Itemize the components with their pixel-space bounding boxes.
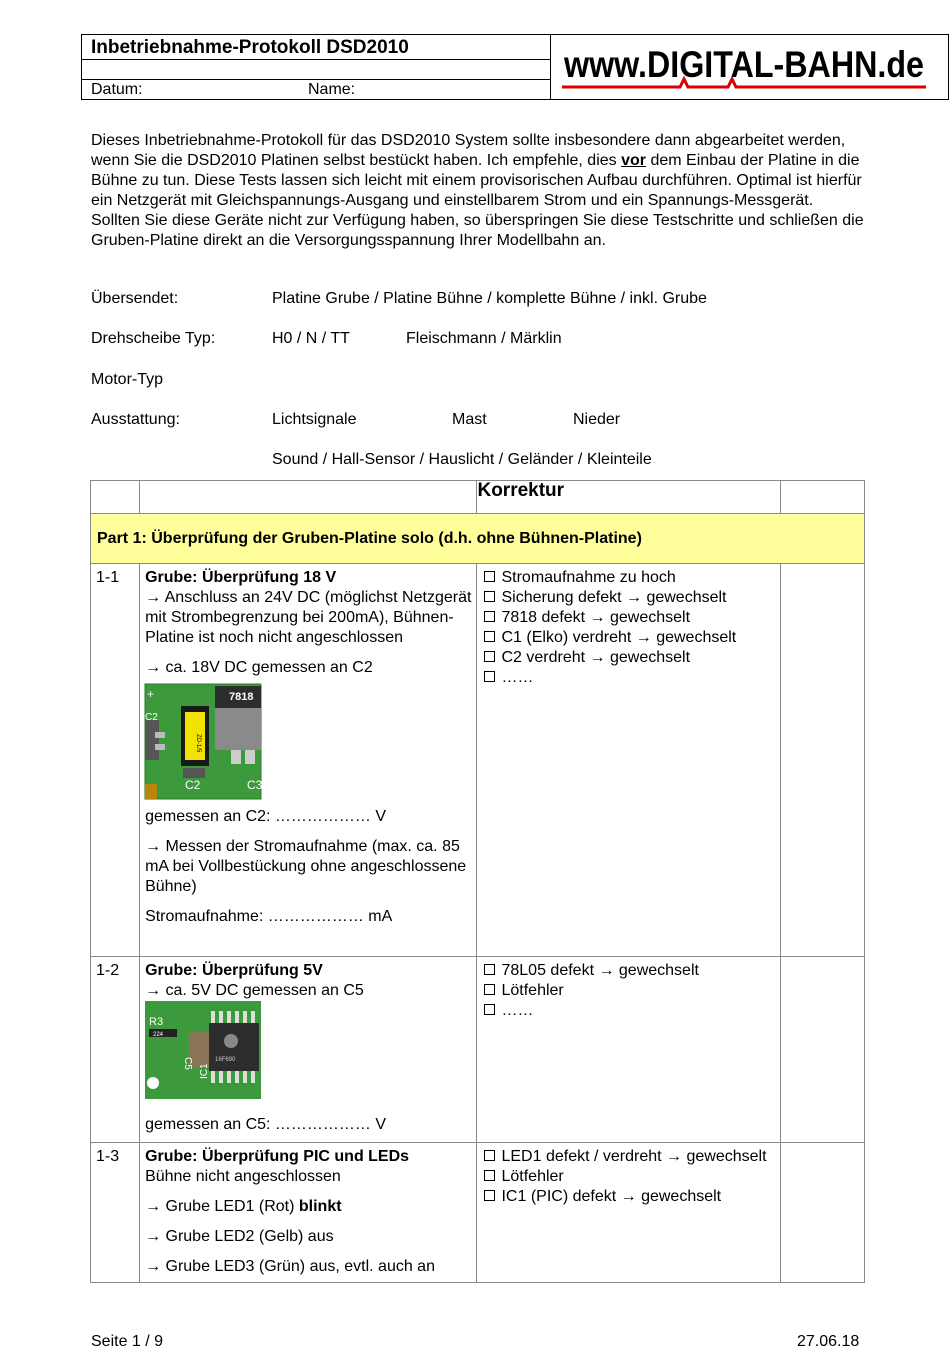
pcb-label: 7818	[229, 691, 254, 703]
ausstattung-option: Mast	[452, 411, 487, 428]
checkbox-icon[interactable]	[484, 671, 495, 682]
check-item[interactable]: Stromaufnahme zu hoch	[482, 568, 775, 588]
check-item[interactable]: 78L05 defekt → gewechselt	[482, 961, 775, 981]
table-header-cell	[91, 481, 140, 514]
drehscheibe-label: Drehscheibe Typ:	[91, 330, 216, 347]
pcb-label: 224	[153, 1032, 164, 1038]
checkbox-icon[interactable]	[484, 1190, 495, 1201]
empty-cell	[780, 957, 864, 1143]
table-row	[91, 1143, 865, 1283]
intro-emphasis: vor	[621, 152, 647, 169]
step-description	[140, 1143, 477, 1283]
step-instruction: → Messen der Stromaufnahme (max. ca. 85 mA bei Vollbestückung ohne angeschlossene Bühne)	[145, 838, 467, 895]
korrektur-header: Korrektur	[477, 481, 780, 514]
pcb-label: R3	[149, 1016, 164, 1028]
ausstattung-option: Lichtsignale	[272, 411, 357, 428]
step-instruction: → ca. 18V DC gemessen an C2	[145, 659, 373, 676]
pcb-label: 16F690	[215, 1057, 236, 1063]
page-number: Seite 1 / 9	[91, 1333, 164, 1350]
svg-text:www.DIGITAL-BAHN.de: www.DIGITAL-BAHN.de	[563, 44, 924, 85]
measurement-line: gemessen an C2: ……………… V	[145, 808, 387, 825]
empty-cell	[780, 564, 864, 957]
document-header	[81, 34, 949, 100]
part-heading: Part 1: Überprüfung der Gruben-Platine solo (d.h. ohne Bühnen-Platine)	[91, 514, 865, 564]
checkbox-icon[interactable]	[484, 1170, 495, 1181]
check-item[interactable]: ……	[482, 1001, 775, 1021]
check-item[interactable]: Lötfehler	[482, 1167, 775, 1187]
step-title: Grube: Überprüfung PIC und LEDs	[145, 1148, 410, 1165]
table-header-cell	[780, 481, 864, 514]
motor-label: Motor-Typ	[91, 371, 164, 388]
check-item[interactable]: C2 verdreht → gewechselt	[482, 648, 775, 668]
checklist-cell	[477, 957, 780, 1143]
check-item[interactable]: ……	[482, 668, 775, 688]
step-description	[140, 957, 477, 1143]
table-row	[91, 564, 865, 957]
pcb-photo	[145, 684, 261, 799]
step-instruction: → Grube LED2 (Gelb) aus	[145, 1228, 334, 1245]
checkbox-icon[interactable]	[484, 591, 495, 602]
table-header-cell	[140, 481, 477, 514]
step-id: 1-3	[91, 1143, 140, 1283]
check-item[interactable]: IC1 (PIC) defekt → gewechselt	[482, 1187, 775, 1207]
step-title: Grube: Überprüfung 5V	[145, 962, 323, 979]
table-row	[91, 957, 865, 1143]
footer-date: 27.06.18	[797, 1333, 860, 1350]
pcb-label: IC1	[199, 1063, 211, 1079]
step-instruction: → Grube LED1 (Rot) blinkt	[145, 1198, 342, 1215]
checkbox-icon[interactable]	[484, 1150, 495, 1161]
step-id: 1-1	[91, 564, 140, 957]
table-header-row	[91, 481, 865, 514]
intro-text: dem Einbau der Platine in die Bühne zu tun. Diese Tests lassen sich leicht mit einem provisorischen Aufbau durchführen. Optimal ist hierfür ein Netzgerät mit Gleichspannungs-Ausgang und einstellbarem Strom und ein Spannungs-Messgerät. Sollten Sie diese Geräte nicht zur Verfügung haben, so überspringen Sie diese Testschritte und schließen die Gruben-Platine direkt an die Versorgungsspannung Ihrer Modellbahn an.	[91, 152, 864, 249]
pcb-label: C2	[145, 712, 158, 723]
checkbox-icon[interactable]	[484, 964, 495, 975]
step-description	[140, 564, 477, 957]
checkbox-icon[interactable]	[484, 651, 495, 662]
checkbox-icon[interactable]	[484, 984, 495, 995]
uebersendet-label: Übersendet:	[91, 290, 179, 307]
header-divider	[82, 79, 550, 80]
drehscheibe-brand: Fleischmann / Märklin	[406, 330, 562, 347]
svg-text:+: +	[147, 687, 155, 701]
checkbox-icon[interactable]	[484, 631, 495, 642]
ausstattung-option: Nieder	[573, 411, 621, 428]
step-instruction: → Anschluss an 24V DC (möglichst Netzgerät mit Strombegrenzung bei 200mA), Bühnen-Platine ist noch nicht angeschlossen	[145, 589, 472, 646]
uebersendet-value: Platine Grube / Platine Bühne / komplette Bühne / inkl. Grube	[272, 290, 707, 307]
check-item[interactable]: Lötfehler	[482, 981, 775, 1001]
step-id: 1-2	[91, 957, 140, 1143]
header-divider	[82, 59, 550, 60]
pcb-label: C5	[182, 1057, 194, 1070]
step-instruction: → Grube LED3 (Grün) aus, evtl. auch an	[145, 1258, 435, 1275]
checklist-cell	[477, 1143, 780, 1283]
name-label: Name:	[308, 81, 356, 98]
checkbox-icon[interactable]	[484, 611, 495, 622]
check-item[interactable]: 7818 defekt → gewechselt	[482, 608, 775, 628]
check-item[interactable]: C1 (Elko) verdreht → gewechselt	[482, 628, 775, 648]
drehscheibe-scale: H0 / N / TT	[272, 330, 350, 347]
intro-text: Dieses Inbetriebnahme-Protokoll für das DSD2010 System sollte insbesondere dann abgearbeitet werden, wenn Sie die DSD2010 Platinen selbst bestückt haben. Ich empfehle, dies	[91, 132, 846, 169]
header-divider	[550, 35, 551, 99]
ausstattung-extras: Sound / Hall-Sensor / Hauslicht / Geländer / Kleinteile	[272, 451, 652, 468]
checkbox-icon[interactable]	[484, 1004, 495, 1015]
step-instruction: → ca. 5V DC gemessen an C5	[145, 982, 364, 999]
measurement-line: Stromaufnahme: ……………… mA	[145, 908, 393, 925]
pcb-label: C3	[247, 778, 263, 792]
intro-paragraph	[91, 131, 866, 251]
step-title: Grube: Überprüfung 18 V	[145, 569, 337, 586]
empty-cell	[780, 1143, 864, 1283]
datum-label: Datum:	[91, 81, 143, 98]
measurement-line: gemessen an C5: ……………… V	[145, 1116, 387, 1133]
checkbox-icon[interactable]	[484, 571, 495, 582]
digital-bahn-logo	[560, 43, 930, 91]
document-title: Inbetriebnahme-Protokoll DSD2010	[91, 37, 409, 58]
step-instruction: Bühne nicht angeschlossen	[145, 1168, 341, 1185]
protocol-table	[90, 480, 865, 1283]
svg-text:ZD-1/5: ZD-1/5	[195, 734, 202, 753]
ausstattung-label: Ausstattung:	[91, 411, 180, 428]
check-item[interactable]: Sicherung defekt → gewechselt	[482, 588, 775, 608]
check-item[interactable]: LED1 defekt / verdreht → gewechselt	[482, 1147, 775, 1167]
pcb-label: C2	[185, 778, 201, 792]
pcb-photo	[145, 1001, 261, 1099]
checklist-cell	[477, 564, 780, 957]
part-row	[91, 514, 865, 564]
